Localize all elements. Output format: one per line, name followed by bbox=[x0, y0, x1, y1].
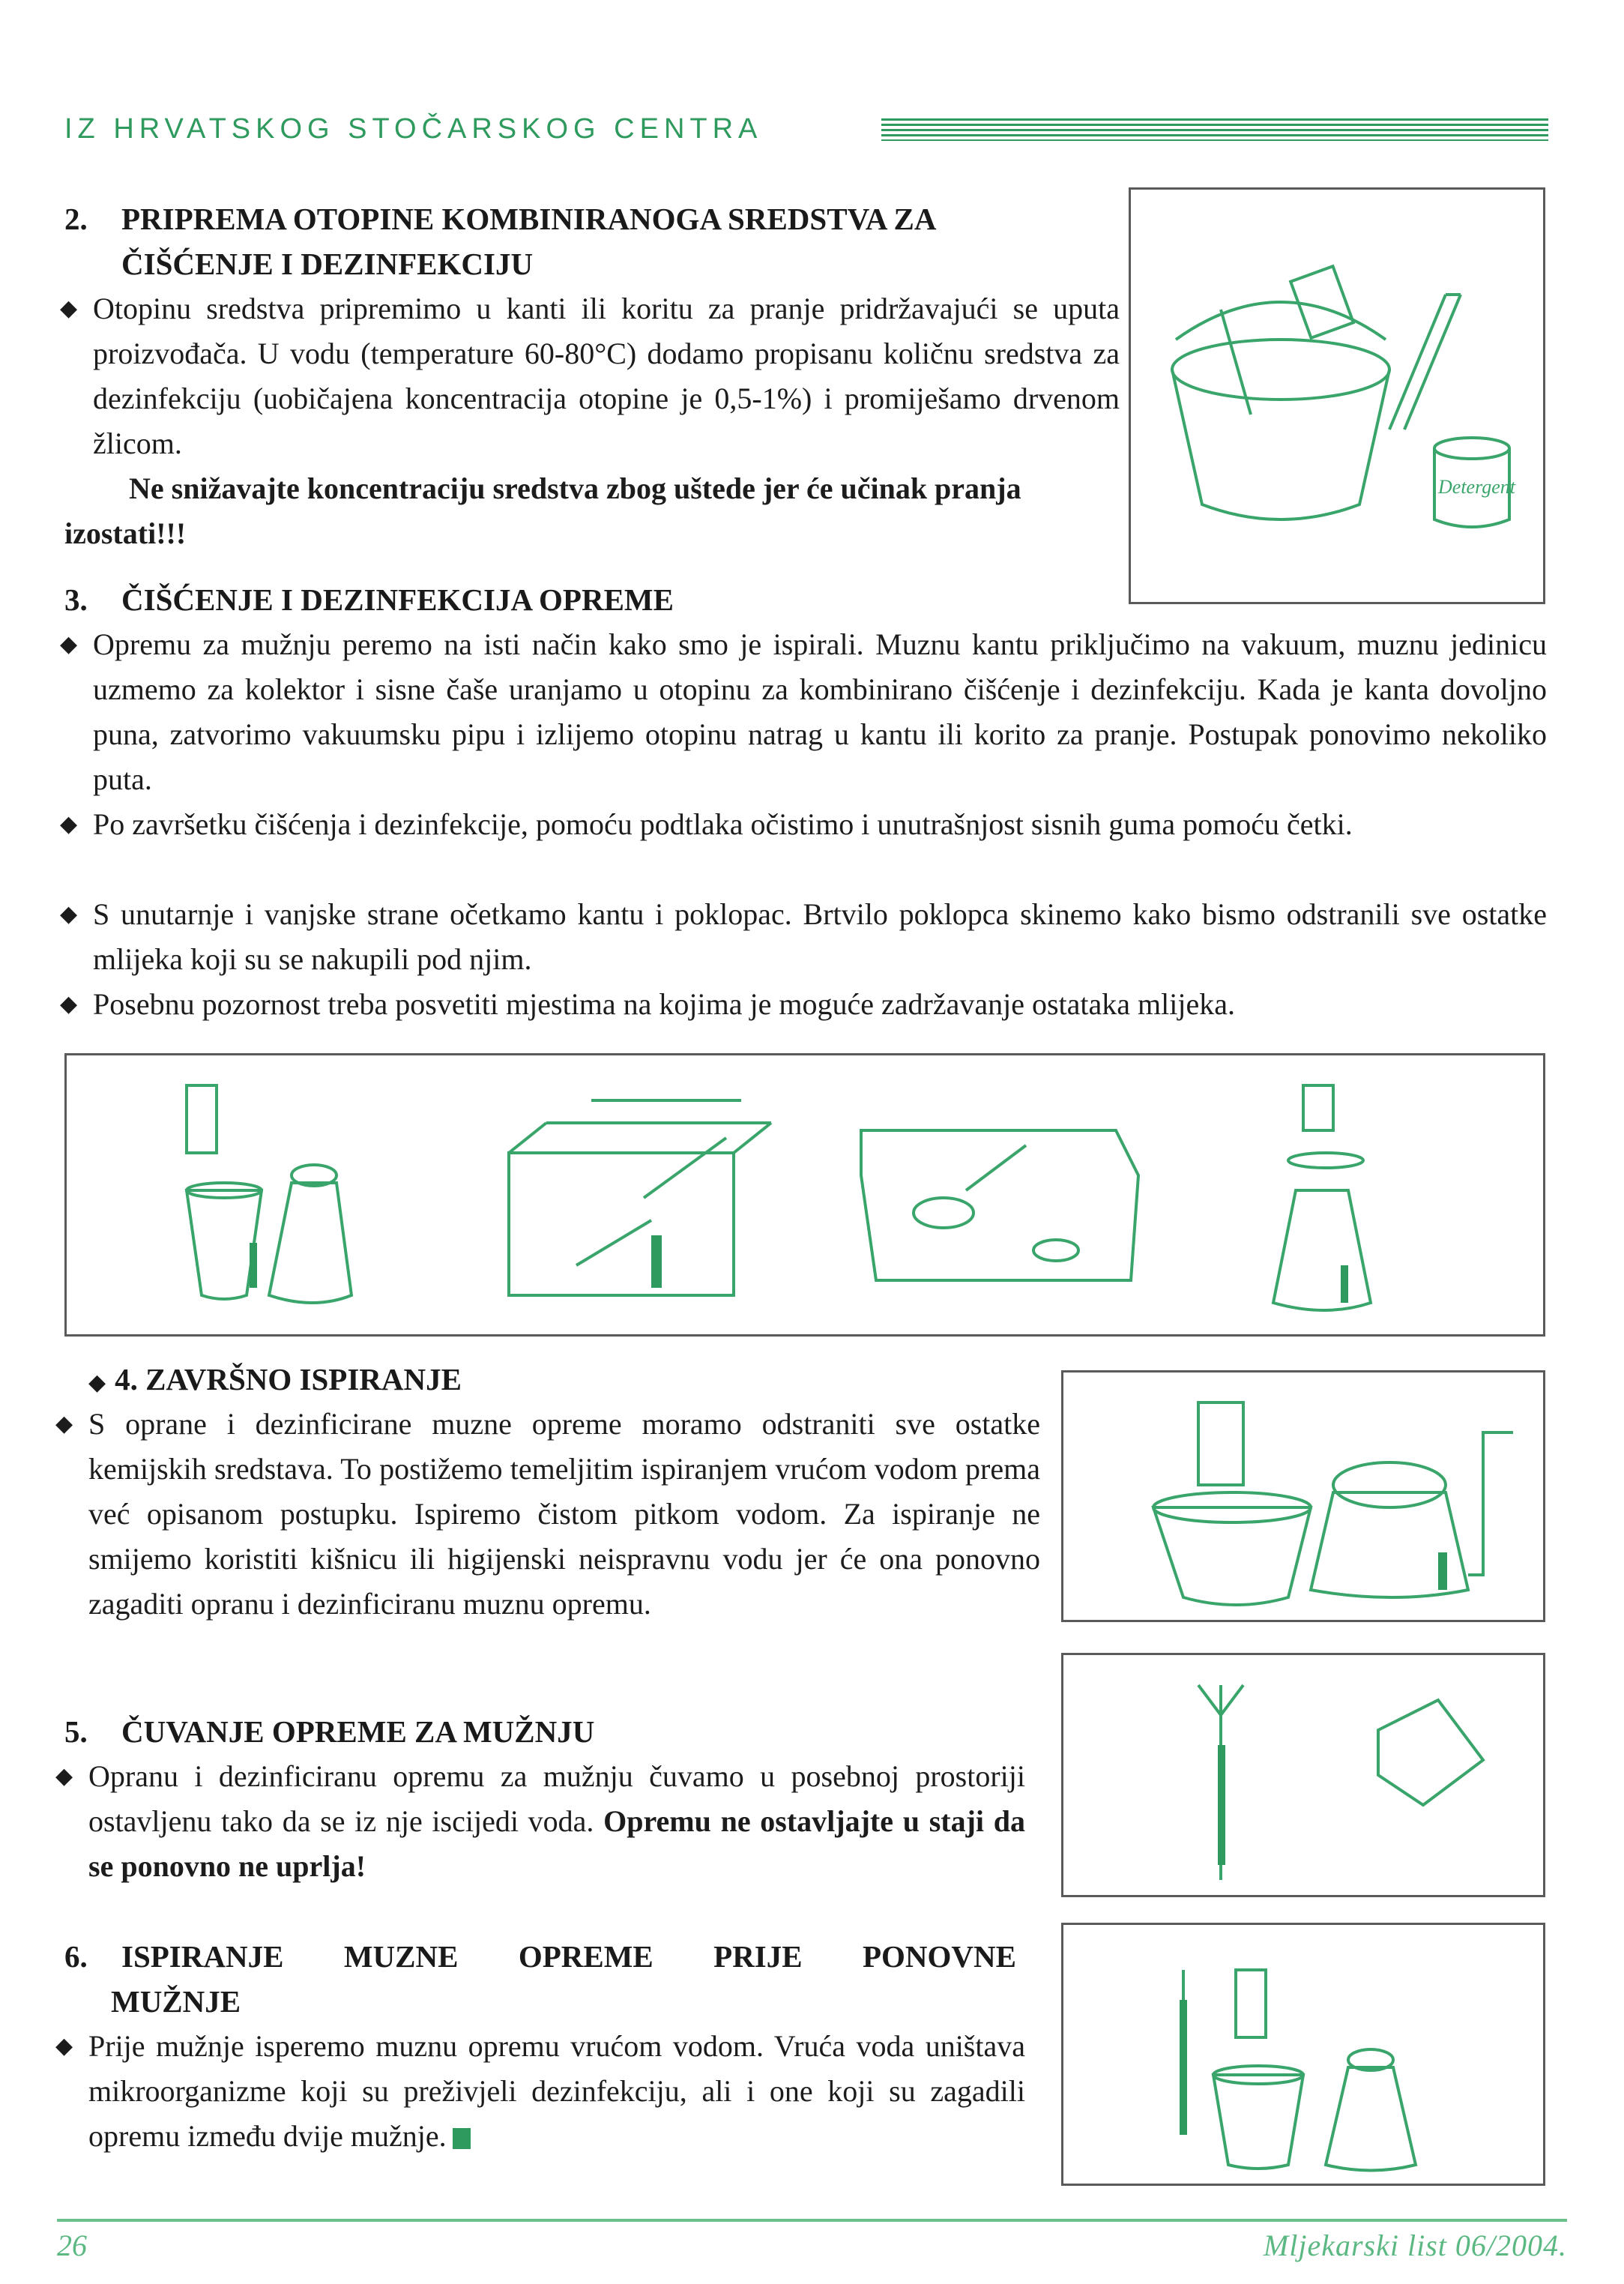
section-4-bullet: ◆ S oprane i dezinficirane muzne opreme moramo odstraniti sve ostatke kemijskih sredstava. To postižemo temeljitim ispiranjem vrućom vodom prema već opisanom postupku. Ispiremo čistom pitkom vodom. Za ispiranje ne smijemo koristiti kišnicu ili higijenski neispravnu vodu jer će ona ponovno zagaditi opranu i dezinficiranu muznu opremu. bbox=[88, 1402, 1040, 1627]
cleaning-steps-illustration bbox=[67, 1055, 1543, 1334]
bullet-icon: ◆ bbox=[55, 1764, 73, 1789]
figure-storage bbox=[1061, 1653, 1545, 1897]
bullet-icon: ◆ bbox=[60, 992, 78, 1016]
section-6-title-line2: MUŽNJE bbox=[111, 1984, 241, 2019]
section-2-title: 2. PRIPREMA OTOPINE KOMBINIRANOGA SREDSTVA ZA bbox=[64, 202, 937, 236]
section-3-bullet-1: ◆ Opremu za mužnju peremo na isti način kako smo je ispirali. Muznu kantu priključimo na vakuum, muznu jedinicu uzmemo za kolektor i sisne čaše uranjamo u otopinu za kombinirano čišćenje i dezinfekciju. Kada je kanta dovoljno puna, zatvorimo vakuumsku pipu i izlijemo otopinu natrag u kantu ili korito za pranje. Postupak ponovimo nekoliko puta. bbox=[93, 622, 1547, 802]
section-3-bullet-2: ◆ Po završetku čišćenja i dezinfekcije, pomoću podtlaka očistimo i unutrašnjost sisnih guma pomoću četki. bbox=[93, 802, 1547, 847]
header-rule bbox=[881, 118, 1548, 141]
bullet-icon: ◆ bbox=[60, 632, 78, 657]
running-header bbox=[64, 112, 1548, 145]
section-6-title: 6. ISPIRANJE MUZNE OPREME PRIJE PONOVNE bbox=[64, 1939, 1016, 1974]
bullet-icon: ◆ bbox=[55, 2034, 73, 2058]
detergent-label: Detergent bbox=[1438, 476, 1515, 498]
bullet-icon: ◆ bbox=[60, 902, 78, 926]
section-3-title: 3. ČIŠĆENJE I DEZINFEKCIJA OPREME bbox=[64, 582, 674, 617]
bullet-icon: ◆ bbox=[55, 1411, 73, 1436]
section-4-title: ◆ 4. ZAVRŠNO ISPIRANJE bbox=[88, 1362, 462, 1396]
section-3-bullet-3: ◆ S unutarnje i vanjske strane očetkamo kantu i poklopac. Brtvilo poklopca skinemo kako bismo odstranili sve ostatke mlijeka koji su se nakupili pod njim. bbox=[93, 892, 1547, 982]
page-number: 26 bbox=[57, 2229, 87, 2262]
footer-rule bbox=[57, 2219, 1567, 2222]
figure-cleaning-steps bbox=[64, 1053, 1545, 1337]
pre-milking-illustration bbox=[1063, 1925, 1543, 2184]
section-3-bullet-4: ◆ Posebnu pozornost treba posvetiti mjestima na kojima je moguće zadržavanje ostataka mlijeka. bbox=[93, 982, 1547, 1027]
magazine-issue: Mljekarski list 06/2004. bbox=[1263, 2229, 1567, 2262]
section-5-bullet: ◆ Opranu i dezinficiranu opremu za mužnju čuvamo u posebnoj prostoriji ostavljenu tako da se iz nje iscijedi voda. Opremu ne ostavljajte u staji da se ponovno ne uprlja! bbox=[88, 1754, 1025, 1889]
page-footer bbox=[57, 2219, 1567, 2264]
bullet-icon: ◆ bbox=[60, 812, 78, 837]
section-2-warning: Ne snižavajte koncentraciju sredstva zbog uštede jer će učinak pranja izostati!!! bbox=[64, 471, 1021, 550]
header-title: IZ HRVATSKOG STOČARSKOG CENTRA bbox=[64, 113, 763, 145]
bucket-illustration bbox=[1131, 190, 1543, 602]
figure-pre-milking-rinse bbox=[1061, 1923, 1545, 2186]
figure-rinsing bbox=[1061, 1370, 1545, 1622]
bullet-icon: ◆ bbox=[88, 1370, 106, 1395]
figure-bucket-detergent bbox=[1129, 187, 1545, 604]
storage-illustration bbox=[1063, 1655, 1543, 1895]
section-5-title: 5. ČUVANJE OPREME ZA MUŽNJU bbox=[64, 1714, 595, 1749]
section-2-bullet: ◆ Otopinu sredstva pripremimo u kanti ili koritu za pranje pridržavajući se uputa proizvođača. U vodu (temperature 60-80°C) dodamo propisanu količnu sredstva za dezinfekciju (uobičajena koncentracija otopine je 0,5-1%) i promiješamo drvenom žlicom. bbox=[93, 286, 1120, 466]
section-2-title-line2: ČIŠĆENJE I DEZINFEKCIJU bbox=[121, 247, 534, 281]
rinsing-illustration bbox=[1063, 1372, 1543, 1620]
section-6-bullet: ◆ Prije mužnje isperemo muznu opremu vrućom vodom. Vruća voda uništava mikroorganizme koji su preživjeli dezinfekciju, ali i one koji su zagadili opremu između dvije mužnje. bbox=[88, 2024, 1025, 2159]
end-mark-icon bbox=[453, 2128, 471, 2149]
bullet-icon: ◆ bbox=[60, 296, 78, 321]
